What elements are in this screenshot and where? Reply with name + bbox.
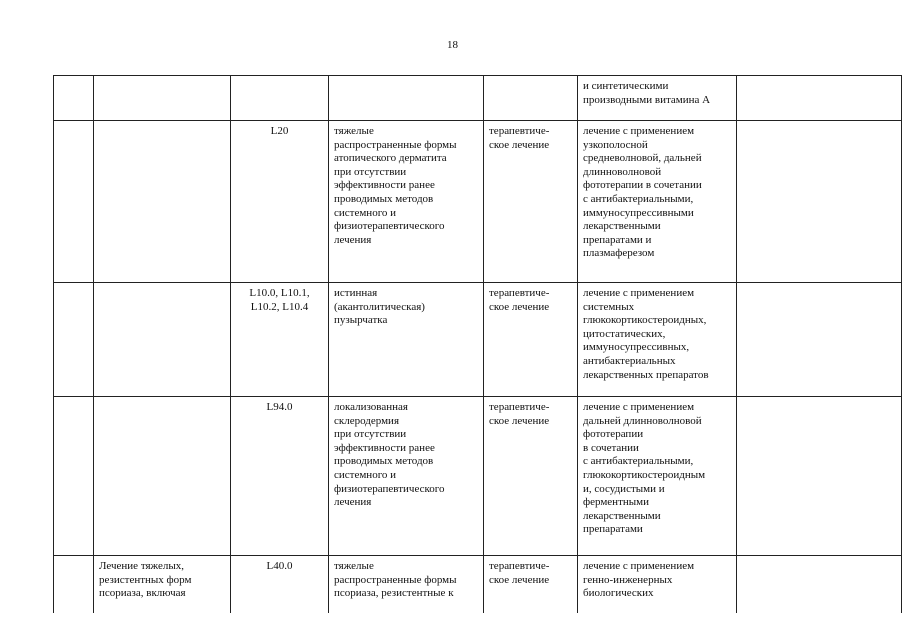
- code-cell: [231, 397, 329, 556]
- cell-text-line: лекарственными: [583, 509, 661, 522]
- cell-text-line: лечение с применением: [583, 401, 695, 413]
- code-cell: [231, 76, 329, 121]
- extra-cell: [737, 556, 902, 613]
- treatment-type-cell: [484, 121, 578, 283]
- indication-cell: [94, 556, 231, 613]
- code-cell: [231, 556, 329, 613]
- page-number: 18: [447, 39, 458, 51]
- cell-text-line: иммуносупрессивными: [583, 206, 694, 219]
- cell-text-line: ское лечение: [489, 414, 550, 427]
- cell-text-line: лекарственных препаратов: [583, 368, 709, 381]
- cell-text-line: эффективности ранее: [334, 179, 435, 192]
- cell-text-line: и, сосудистыми и: [583, 482, 665, 495]
- code-cell: [231, 283, 329, 397]
- cell-text-line: лечение с применением: [583, 287, 695, 299]
- table-body: [54, 76, 902, 613]
- treatment-method-cell: [578, 397, 737, 556]
- cell-text-line: проводимых методов: [334, 455, 434, 468]
- cell-text-line: ское лечение: [489, 138, 550, 151]
- cell-text-line: лечение с применением: [583, 560, 695, 572]
- cell-text-line: тяжелые: [334, 560, 374, 572]
- table-row: [54, 397, 902, 556]
- patient-model-cell: [329, 397, 484, 556]
- cell-text-line: резистентных форм: [99, 573, 192, 586]
- cell-text-line: склеродермия: [334, 414, 400, 427]
- cell-text-line: производными витамина А: [583, 93, 711, 106]
- cell-text-line: биологических: [583, 587, 654, 600]
- cell-text-line: пузырчатка: [334, 314, 388, 327]
- cell-text-line: (акантолитическая): [334, 300, 425, 313]
- table-row: [54, 76, 902, 121]
- cell-text-line: фототерапии в сочетании: [583, 179, 702, 192]
- cell-text-line: узкополосной: [583, 138, 648, 151]
- cell-text-line: ское лечение: [489, 300, 550, 313]
- indication-cell: [94, 121, 231, 283]
- cell-text-line: системного и: [334, 468, 397, 481]
- cell-text-line: распространенные формы: [334, 573, 457, 586]
- cell-text-line: L10.2, L10.4: [250, 300, 309, 313]
- extra-cell: [737, 76, 902, 121]
- treatment-method-cell: [578, 283, 737, 397]
- patient-model-cell: [329, 76, 484, 121]
- cell-text-line: при отсутствии: [334, 428, 407, 441]
- cell-text-line: антибактериальных: [583, 354, 676, 367]
- cell-text-line: длинноволновой: [583, 165, 662, 178]
- cell-text-line: псориаза, резистентные к: [334, 587, 454, 600]
- indication-cell: [94, 283, 231, 397]
- cell-text-line: L10.0, L10.1,: [249, 287, 310, 299]
- cell-text-line: истинная: [334, 287, 378, 299]
- row-number-cell: [54, 283, 94, 397]
- cell-text-line: тяжелые: [334, 125, 374, 137]
- cell-text-line: эффективности ранее: [334, 441, 435, 454]
- cell-text-line: физиотерапевтического: [334, 220, 445, 233]
- cell-text-line: препаратами: [583, 523, 643, 536]
- cell-text-line: проводимых методов: [334, 192, 434, 205]
- cell-text-line: терапевтиче-: [489, 560, 550, 572]
- cell-text-line: с антибактериальными,: [583, 192, 694, 205]
- cell-text-line: лечения: [334, 496, 372, 509]
- cell-text-line: атопического дерматита: [334, 152, 447, 165]
- cell-text-line: средневолновой, дальней: [583, 152, 702, 165]
- cell-text-line: Лечение тяжелых,: [99, 560, 185, 572]
- treatment-type-cell: [484, 397, 578, 556]
- table-row: [54, 121, 902, 283]
- cell-text-line: ское лечение: [489, 573, 550, 586]
- cell-text-line: лекарственными: [583, 220, 661, 233]
- cell-text-line: с антибактериальными,: [583, 455, 694, 468]
- indication-cell: [94, 76, 231, 121]
- cell-text-line: L94.0: [266, 401, 293, 413]
- row-number-cell: [54, 121, 94, 283]
- indication-cell: [94, 397, 231, 556]
- cell-text-line: ферментными: [583, 496, 650, 509]
- cell-text-line: локализованная: [334, 401, 408, 413]
- patient-model-cell: [329, 121, 484, 283]
- cell-text-line: препаратами и: [583, 233, 652, 246]
- cell-text-line: дальней длинноволновой: [583, 414, 702, 427]
- table-row: [54, 556, 902, 613]
- cell-text-line: терапевтиче-: [489, 287, 550, 299]
- cell-text-line: лечение с применением: [583, 125, 695, 137]
- treatment-method-cell: [578, 76, 737, 121]
- extra-cell: [737, 121, 902, 283]
- cell-text-line: цитостатических,: [583, 327, 666, 340]
- patient-model-cell: [329, 556, 484, 613]
- cell-text-line: терапевтиче-: [489, 401, 550, 413]
- cell-text-line: распространенные формы: [334, 138, 457, 151]
- cell-text-line: глюкокортикостероидных,: [583, 314, 707, 327]
- treatment-type-cell: [484, 283, 578, 397]
- cell-text-line: лечения: [334, 233, 372, 246]
- extra-cell: [737, 283, 902, 397]
- cell-text-line: физиотерапевтического: [334, 482, 445, 495]
- extra-cell: [737, 397, 902, 556]
- cell-text-line: L40.0: [266, 560, 293, 572]
- cell-text-line: системных: [583, 300, 635, 313]
- treatment-table: [53, 75, 902, 613]
- treatment-type-cell: [484, 76, 578, 121]
- patient-model-cell: [329, 283, 484, 397]
- treatment-method-cell: [578, 556, 737, 613]
- row-number-cell: [54, 556, 94, 613]
- cell-text-line: терапевтиче-: [489, 125, 550, 137]
- cell-text-line: в сочетании: [583, 441, 639, 454]
- cell-text-line: L20: [270, 125, 289, 137]
- code-cell: [231, 121, 329, 283]
- treatment-method-cell: [578, 121, 737, 283]
- treatment-type-cell: [484, 556, 578, 613]
- table-row: [54, 283, 902, 397]
- cell-text-line: иммуносупрессивных,: [583, 341, 690, 354]
- row-number-cell: [54, 397, 94, 556]
- cell-text-line: генно-инженерных: [583, 573, 673, 586]
- cell-text-line: псориаза, включая: [99, 587, 186, 600]
- row-number-cell: [54, 76, 94, 121]
- cell-text-line: при отсутствии: [334, 165, 407, 178]
- cell-text-line: и синтетическими: [583, 80, 669, 92]
- cell-text-line: глюкокортикостероидным: [583, 468, 706, 481]
- cell-text-line: фототерапии: [583, 428, 644, 441]
- cell-text-line: системного и: [334, 206, 397, 219]
- cell-text-line: плазмаферезом: [583, 247, 655, 260]
